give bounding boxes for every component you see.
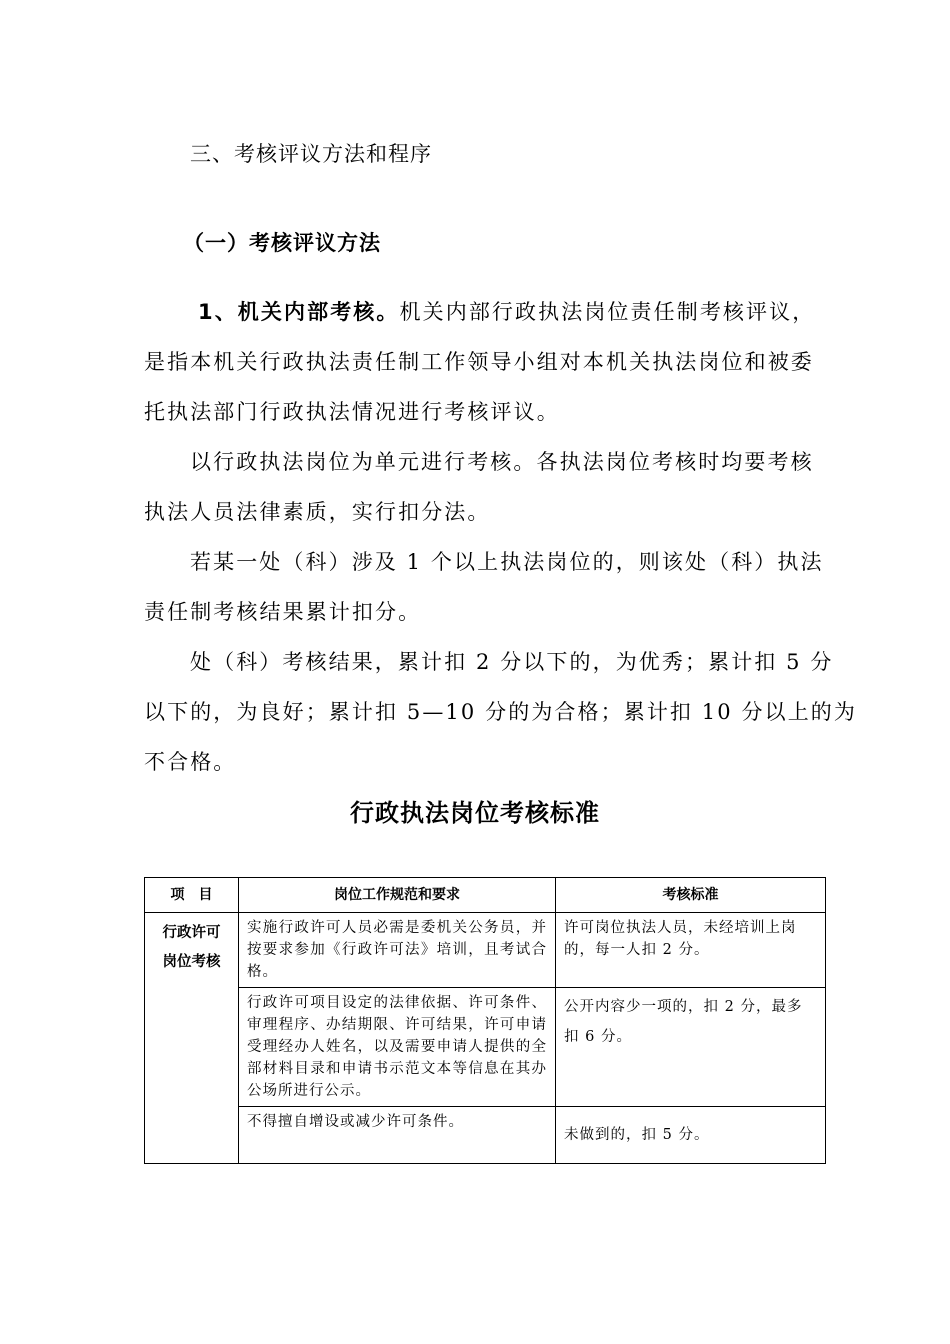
paragraph-1-line-3: 托执法部门行政执法情况进行考核评议。	[144, 400, 560, 424]
criterion-cell: 未做到的，扣 5 分。	[556, 1107, 826, 1164]
header-criteria: 考核标准	[556, 878, 826, 913]
paragraph-1-lead: 1、机关内部考核。	[198, 300, 400, 324]
category-line-1: 行政许可	[162, 925, 221, 941]
paragraph-3-line-1: 若某一处（科）涉及 1 个以上执法岗位的，则该处（科）执法	[190, 550, 824, 574]
paragraph-1-text: 机关内部行政执法岗位责任制考核评议，	[399, 300, 816, 324]
table-row	[145, 913, 826, 988]
criterion-cell: 许可岗位执法人员，未经培训上岗的，每一人扣 2 分。	[556, 913, 826, 988]
requirement-cell: 行政许可项目设定的法律依据、许可条件、审理程序、办结期限、许可结果，许可申请受理经办人姓名，以及需要申请人提供的全部材料目录和申请书示范文本等信息在其办公场所进行公示。	[239, 988, 556, 1107]
criterion-cell: 公开内容少一项的，扣 2 分，最多扣 6 分。	[556, 988, 826, 1107]
table-title: 行政执法岗位考核标准	[350, 799, 600, 827]
paragraph-1-line-1	[198, 296, 815, 326]
table-header-row	[145, 878, 826, 913]
table-row	[145, 988, 826, 1107]
header-item: 项 目	[145, 878, 239, 913]
table-row	[145, 1107, 826, 1164]
paragraph-2-line-1: 以行政执法岗位为单元进行考核。各执法岗位考核时均要考核	[190, 450, 814, 474]
section-heading: 三、考核评议方法和程序	[190, 142, 432, 166]
requirement-cell: 实施行政许可人员必需是委机关公务员，并按要求参加《行政许可法》培训，且考试合格。	[239, 913, 556, 988]
requirement-cell: 不得擅自增设或减少许可条件。	[239, 1107, 556, 1164]
paragraph-2-line-2: 执法人员法律素质，实行扣分法。	[144, 500, 491, 524]
category-cell	[145, 913, 239, 1164]
assessment-standard-table	[144, 877, 826, 1164]
category-line-2: 岗位考核	[162, 954, 221, 970]
subsection-heading: （一）考核评议方法	[183, 231, 381, 255]
paragraph-4-line-3: 不合格。	[144, 750, 237, 774]
paragraph-3-line-2: 责任制考核结果累计扣分。	[144, 600, 422, 624]
header-requirements: 岗位工作规范和要求	[239, 878, 556, 913]
paragraph-4-line-2: 以下的，为良好；累计扣 5—10 分的为合格；累计扣 10 分以上的为	[144, 700, 858, 724]
paragraph-1-line-2: 是指本机关行政执法责任制工作领导小组对本机关执法岗位和被委	[144, 350, 814, 374]
paragraph-4-line-1: 处（科）考核结果，累计扣 2 分以下的，为优秀；累计扣 5 分	[190, 650, 834, 674]
